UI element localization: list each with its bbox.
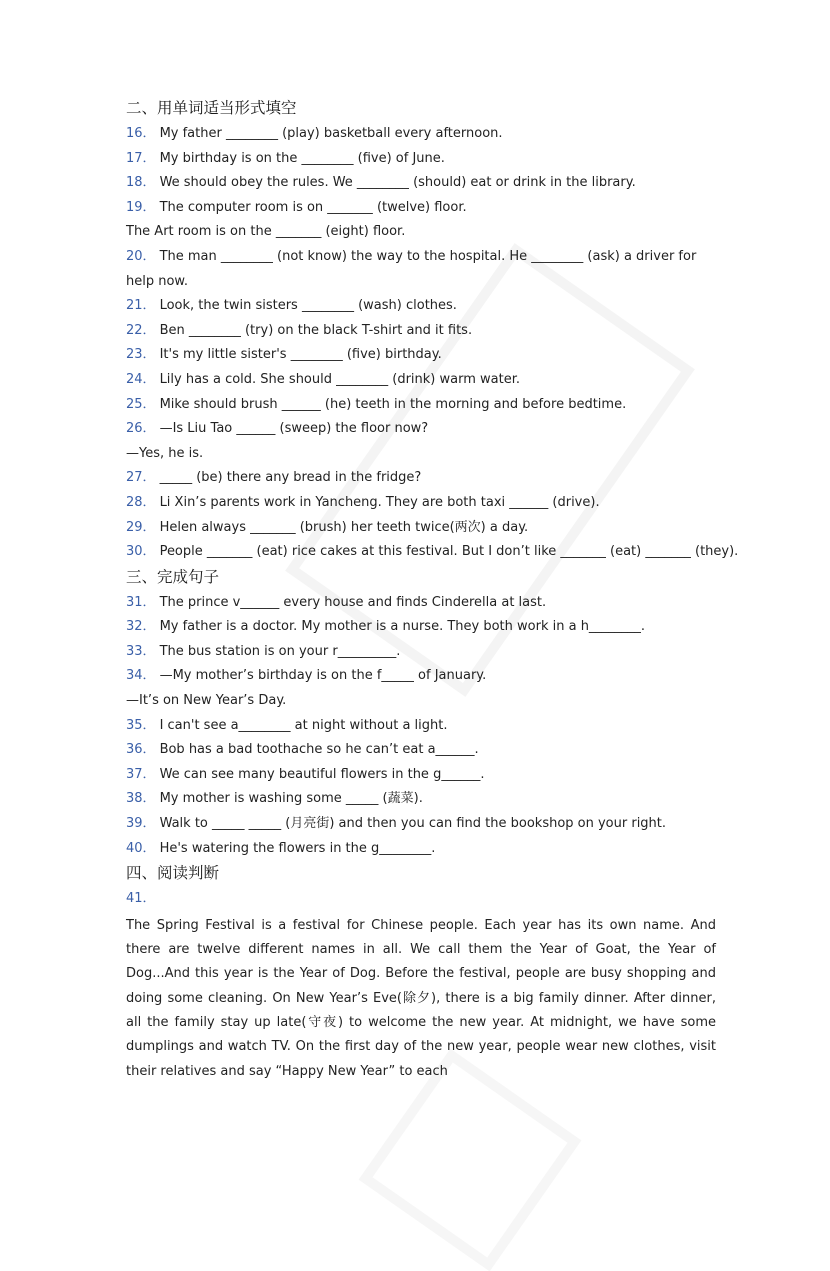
reading-passage: The Spring Festival is a festival for Chinese people. Each year has its own name. And there are twelve different names in all. We call them the Year of Goat, the Year of Dog...And this year is the Year of Dog. Before the festival, people are busy shopping and doing some cleaning. On New Year’s Eve(除夕), there is a big family dinner. After dinner, all the family stay up late(守夜) to welcome the new year. At midnight, we have some dumplings and watch TV. On the first day of the new year, people wear new clothes, visit their relatives and say “Happy New Year” to each (126, 917, 716, 1079)
question-32: 32． My father is a doctor. My mother is a nurse. They both work in a h________. (126, 619, 646, 635)
question-33: 33． The bus station is on your r_________. (126, 643, 401, 659)
question-38: 38． My mother is washing some _____ (蔬菜). (126, 791, 423, 807)
question-17: 17． My birthday is on the ________ (five) of June. (126, 150, 445, 166)
question-39: 39． Walk to _____ _____ (月亮街) and then you can find the bookshop on your right. (126, 816, 667, 832)
section-heading: 二、用单词适当形式填空 (126, 99, 297, 117)
question-26: 26． —Is Liu Tao ______ (sweep) the floor now? (126, 421, 429, 437)
question-28: 28． Li Xin’s parents work in Yancheng. They are both taxi ______ (drive). (126, 494, 600, 510)
question-22: 22． Ben ________ (try) on the black T-shirt and it fits. (126, 322, 473, 338)
question-26-answer: —Yes, he is. (126, 445, 204, 461)
question-27: 27． _____ (be) there any bread in the fridge? (126, 470, 422, 486)
question-21: 21． Look, the twin sisters ________ (wash) clothes. (126, 298, 457, 314)
section-heading: 四、阅读判断 (126, 864, 220, 883)
question-31: 31． The prince v______ every house and finds Cinderella at last. (126, 594, 547, 610)
question-23: 23． It's my little sister's ________ (five) birthday. (126, 347, 442, 363)
question-25: 25． Mike should brush ______ (he) teeth in the morning and before bedtime. (126, 396, 627, 412)
question-29: 29． Helen always _______ (brush) her teeth twice(两次) a day. (126, 519, 529, 535)
question-36: 36． Bob has a bad toothache so he can’t eat a______. (126, 742, 479, 758)
question-20: 20． The man ________ (not know) the way to the hospital. He ________ (ask) a driver for help now. (126, 248, 697, 289)
question-24: 24． Lily has a cold. She should ________ (drink) warm water. (126, 371, 520, 387)
section-heading: 三、完成句子 (126, 567, 220, 586)
worksheet-page (126, 96, 739, 1084)
question-34-answer: —It’s on New Year’s Day. (126, 693, 287, 709)
question-30: 30． People _______ (eat) rice cakes at this festival. But I don’t like _______ (eat) _______ (they). (126, 544, 739, 560)
question-41: 41． (126, 891, 156, 907)
question-37: 37． We can see many beautiful flowers in the g______. (126, 766, 485, 782)
question-34: 34． —My mother’s birthday is on the f_____ of January. (126, 668, 487, 684)
question-16: 16． My father ________ (play) basketball every afternoon. (126, 126, 503, 141)
question-35: 35． I can't see a________ at night without a light. (126, 717, 448, 733)
question-19: 19． The computer room is on _______ (twelve) floor. (126, 199, 467, 215)
question-19-continuation: The Art room is on the _______ (eight) floor. (126, 224, 406, 240)
question-40: 40． He's watering the flowers in the g________. (126, 840, 436, 856)
question-18: 18． We should obey the rules. We ________ (should) eat or drink in the library. (126, 175, 636, 191)
